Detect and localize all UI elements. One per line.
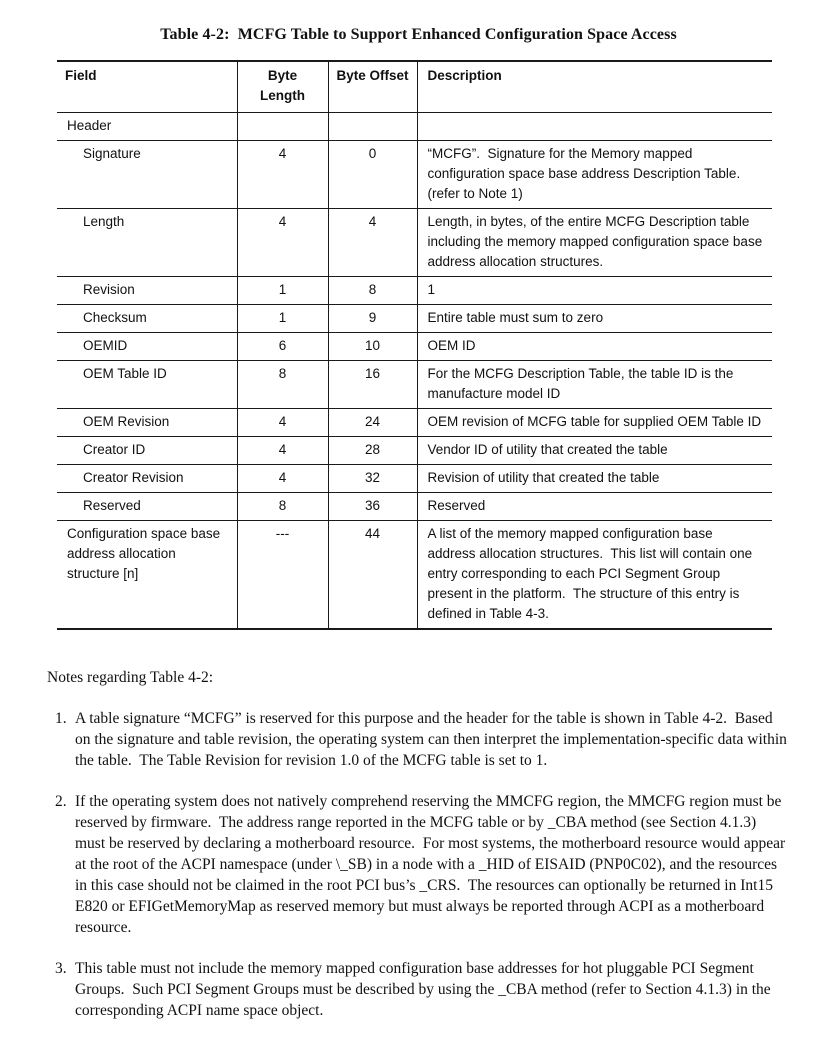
byte-length-cell: 1 <box>237 277 328 305</box>
column-header-byte-offset: Byte Offset <box>328 61 417 113</box>
byte-length-cell: --- <box>237 521 328 630</box>
column-header-byte-length: Byte Length <box>237 61 328 113</box>
byte-length-cell: 4 <box>237 409 328 437</box>
field-cell: Signature <box>57 141 237 209</box>
byte-length-cell: 4 <box>237 465 328 493</box>
field-cell: Creator ID <box>57 437 237 465</box>
note-item <box>47 958 790 1021</box>
byte-offset-cell: 10 <box>328 333 417 361</box>
byte-offset-cell: 4 <box>328 209 417 277</box>
field-cell: OEM Table ID <box>57 361 237 409</box>
note-text: A table signature “MCFG” is reserved for this purpose and the header for the table is shown in Table 4-2. Based on the signature and table revision, the operating system can then interpret the implementation-specific data within the table. The Table Revision for revision 1.0 of the MCFG table is set to 1. <box>75 710 791 769</box>
column-header-description: Description <box>417 61 772 113</box>
byte-offset-cell: 24 <box>328 409 417 437</box>
table-row <box>57 465 772 493</box>
table-row <box>57 493 772 521</box>
note-number: 3. <box>55 960 67 977</box>
field-cell: Configuration space base address allocation structure [n] <box>57 521 237 630</box>
field-cell: Length <box>57 209 237 277</box>
description-cell: Vendor ID of utility that created the table <box>417 437 772 465</box>
table-row <box>57 113 772 141</box>
note-item <box>47 708 790 771</box>
note-text: If the operating system does not natively comprehend reserving the MMCFG region, the MMCFG region must be reserved by firmware. The address range reported in the MCFG table or by _CBA method (see Section 4.1.3) must be reserved by declaring a motherboard resource. For most systems, the motherboard resource would appear at the root of the ACPI namespace (under \_SB) in a node with a _HID of EISAID (PNP0C02), and the resources in this case should not be claimed in the root PCI bus’s _CRS. The resources can optionally be returned in Int15 E820 or EFIGetMemoryMap as reserved memory but must always be reported through ACPI as a motherboard resource. <box>75 793 790 936</box>
byte-offset-cell: 0 <box>328 141 417 209</box>
field-cell: OEM Revision <box>57 409 237 437</box>
description-cell: A list of the memory mapped configuration base address allocation structures. This list will contain one entry corresponding to each PCI Segment Group present in the platform. The structure of this entry is defined in Table 4-3. <box>417 521 772 630</box>
byte-length-cell: 4 <box>237 437 328 465</box>
table-row <box>57 277 772 305</box>
field-cell: Revision <box>57 277 237 305</box>
table-row <box>57 521 772 630</box>
column-header-field: Field <box>65 68 97 83</box>
table-header-row <box>57 61 772 113</box>
description-cell: OEM ID <box>417 333 772 361</box>
byte-offset-cell: 9 <box>328 305 417 333</box>
description-cell: 1 <box>417 277 772 305</box>
description-cell: For the MCFG Description Table, the table ID is the manufacture model ID <box>417 361 772 409</box>
table-row <box>57 209 772 277</box>
table-caption: Table 4-2: MCFG Table to Support Enhanced Configuration Space Access <box>160 26 677 43</box>
table-row <box>57 409 772 437</box>
notes-heading: Notes regarding Table 4-2: <box>47 669 214 686</box>
byte-offset-cell: 44 <box>328 521 417 630</box>
notes-section <box>47 667 790 1021</box>
note-number: 1. <box>55 710 67 727</box>
table-row <box>57 141 772 209</box>
mcfg-spec-table <box>57 60 772 630</box>
byte-offset-cell: 36 <box>328 493 417 521</box>
byte-offset-cell: 16 <box>328 361 417 409</box>
byte-length-cell: 4 <box>237 141 328 209</box>
byte-offset-cell: 8 <box>328 277 417 305</box>
description-cell: Length, in bytes, of the entire MCFG Description table including the memory mapped configuration space base address allocation structures. <box>417 209 772 277</box>
description-cell: Reserved <box>417 493 772 521</box>
byte-offset-cell: 28 <box>328 437 417 465</box>
table-row <box>57 437 772 465</box>
description-cell <box>417 113 772 141</box>
byte-length-cell <box>237 113 328 141</box>
note-text: This table must not include the memory mapped configuration base addresses for hot pluggable PCI Segment Groups. Such PCI Segment Groups must be described by using the _CBA method (refer to Section 4.1.3) in the corresponding ACPI name space object. <box>75 960 775 1019</box>
field-cell: Header <box>57 113 237 141</box>
byte-length-cell: 8 <box>237 493 328 521</box>
byte-length-cell: 6 <box>237 333 328 361</box>
table-row <box>57 333 772 361</box>
byte-offset-cell: 32 <box>328 465 417 493</box>
byte-length-cell: 1 <box>237 305 328 333</box>
field-cell: OEMID <box>57 333 237 361</box>
byte-length-cell: 8 <box>237 361 328 409</box>
description-cell: “MCFG”. Signature for the Memory mapped configuration space base address Description Table. (refer to Note 1) <box>417 141 772 209</box>
byte-length-cell: 4 <box>237 209 328 277</box>
description-cell: Entire table must sum to zero <box>417 305 772 333</box>
table-row <box>57 305 772 333</box>
description-cell: Revision of utility that created the table <box>417 465 772 493</box>
field-cell: Creator Revision <box>57 465 237 493</box>
byte-offset-cell <box>328 113 417 141</box>
table-row <box>57 361 772 409</box>
description-cell: OEM revision of MCFG table for supplied OEM Table ID <box>417 409 772 437</box>
field-cell: Checksum <box>57 305 237 333</box>
field-cell: Reserved <box>57 493 237 521</box>
note-item <box>47 791 790 938</box>
note-number: 2. <box>55 793 67 810</box>
